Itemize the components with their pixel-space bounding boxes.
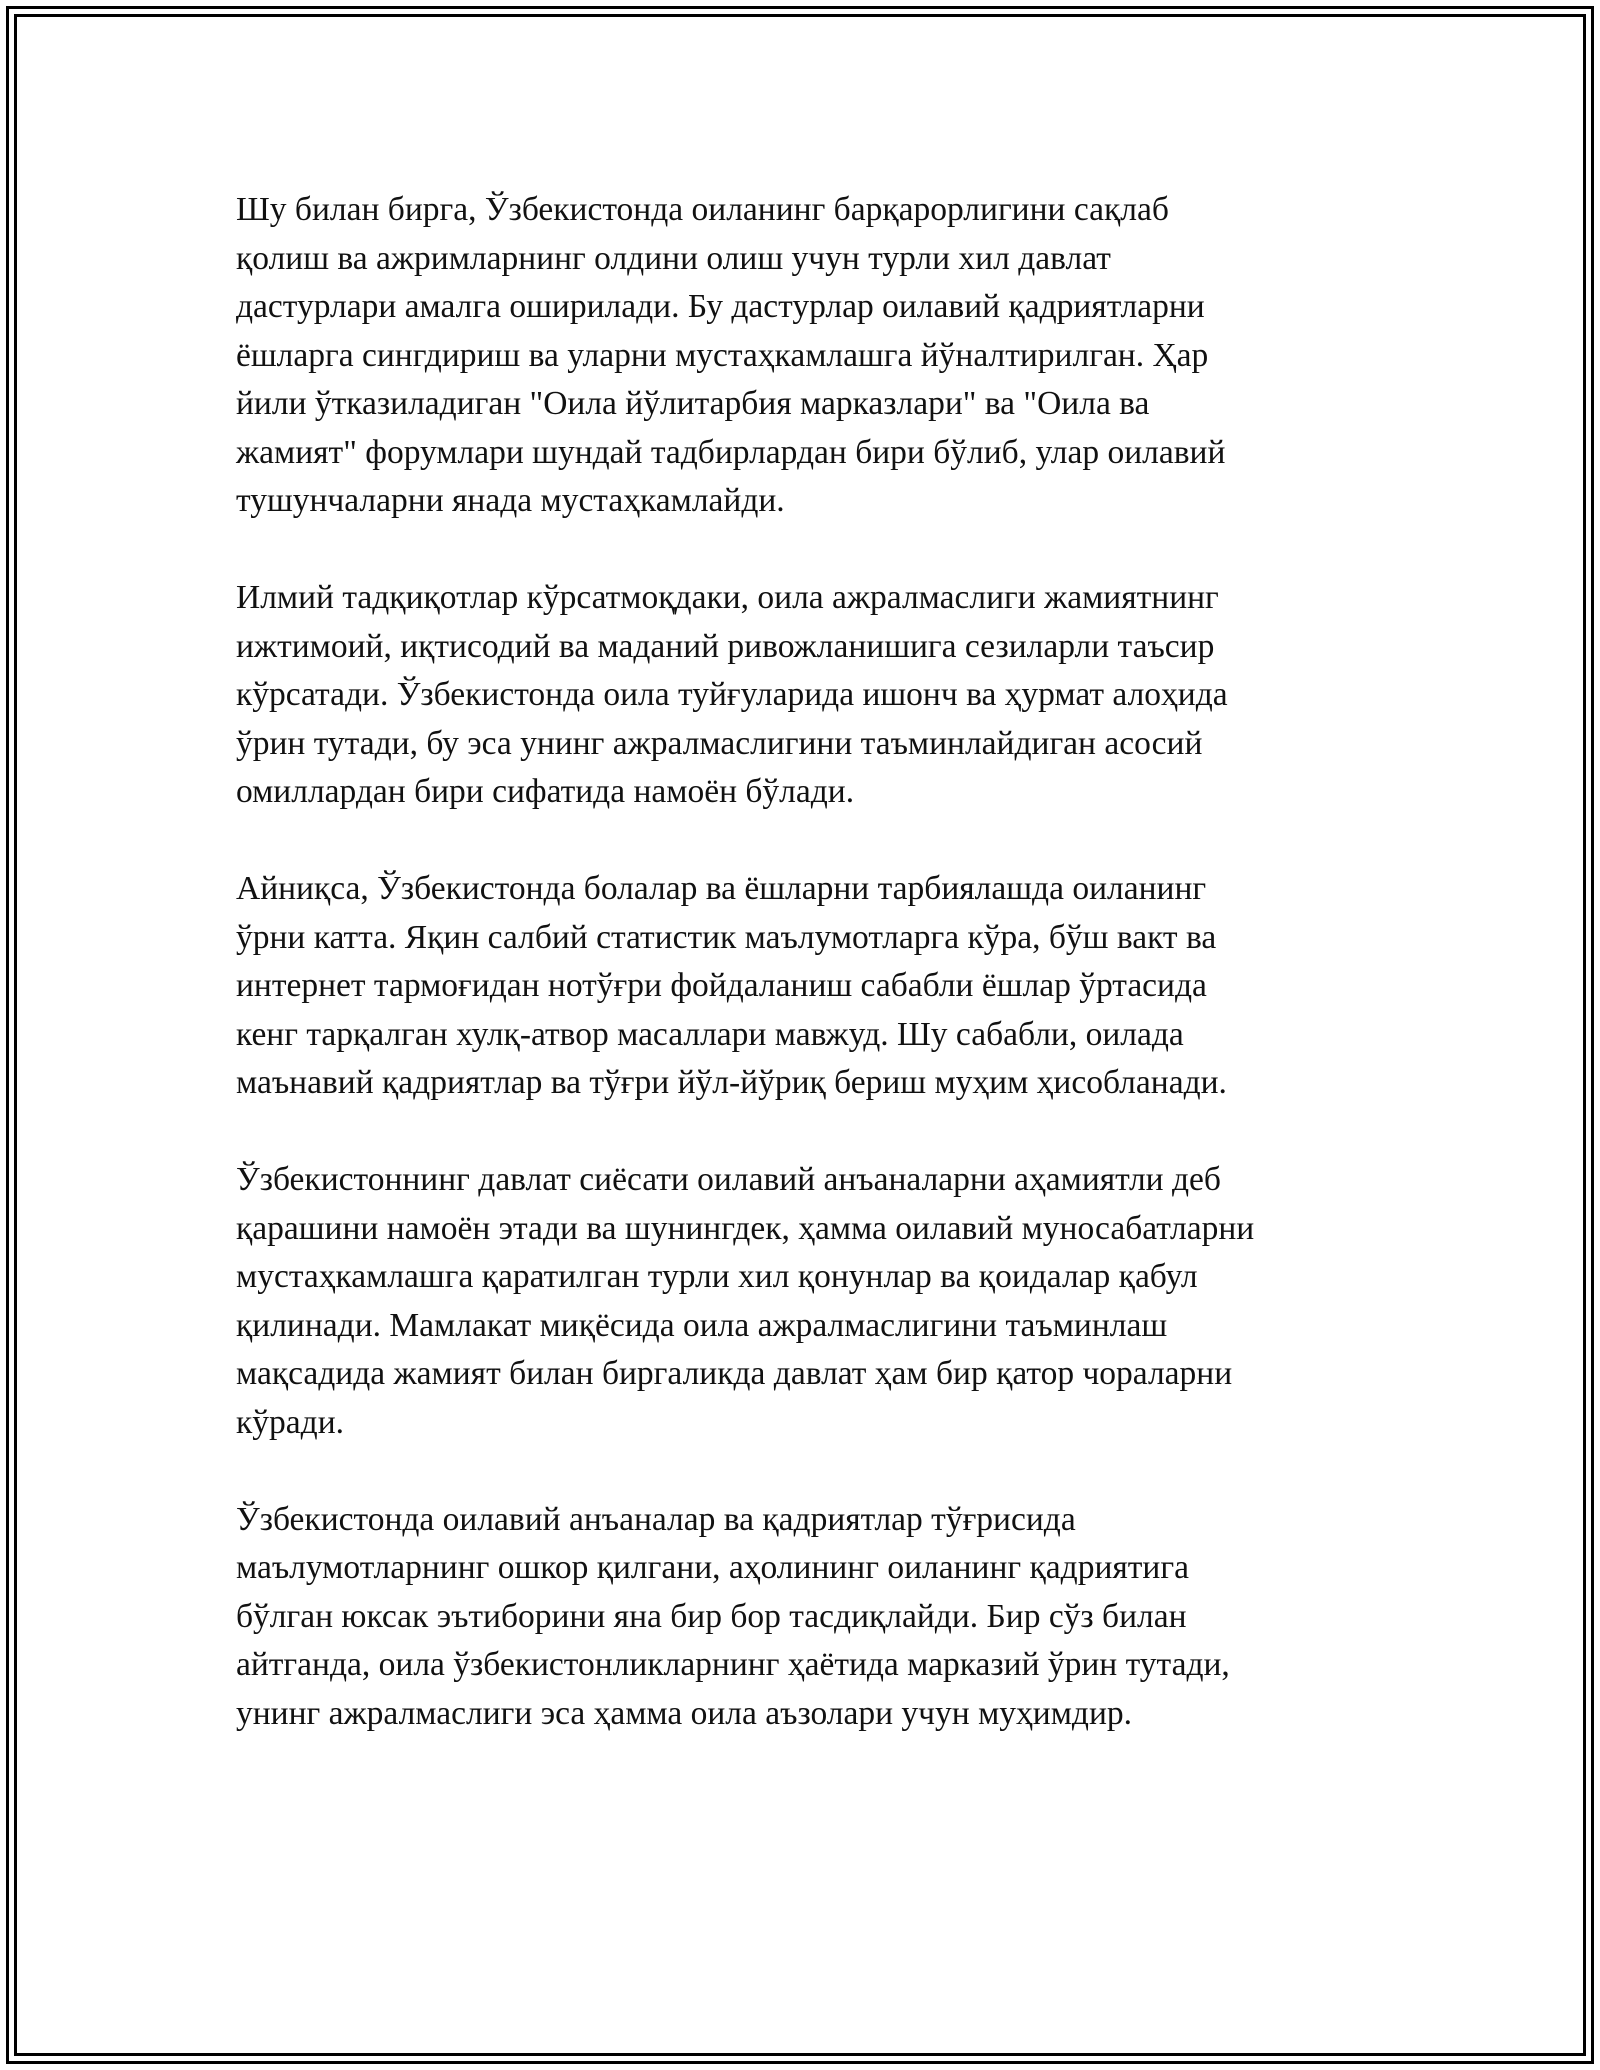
text-line: ўрни катта. Яқин салбий статистик маълумотларга кўра, бўш вакт ва <box>236 918 1217 956</box>
text-line: Ўзбекистоннинг давлат сиёсати оилавий анъаналарни аҳамиятли деб <box>236 1161 1221 1198</box>
text-line: қарашини намоён этади ва шунингдек, ҳамма оилавий муносабатларни <box>236 1209 1255 1247</box>
text-line: Илмий тадқиқотлар кўрсатмоқдаки, оила ажралмаслиги жамиятнинг <box>236 579 1219 616</box>
text-line: бўлган юксак эътиборини яна бир бор тасдиқлайди. Бир сўз билан <box>236 1597 1187 1635</box>
text-line: мақсадида жамият билан биргаликда давлат ҳам бир қатор чораларни <box>236 1355 1233 1392</box>
text-line: Айниқса, Ўзбекистонда болалар ва ёшларни тарбиялашда оиланинг <box>236 870 1207 907</box>
text-line: кенг тарқалган хулқ-атвор масаллари мавжуд. Шу сабабли, оилада <box>236 1015 1184 1053</box>
text-line: Шу билан бирга, Ўзбекистонда оиланинг барқарорлигини сақлаб <box>236 191 1169 228</box>
text-line: тушунчаларни янада мустаҳкамлайди. <box>236 482 785 519</box>
text-line: ўрин тутади, бу эса унинг ажралмаслигини таъминлайдиган асосий <box>236 724 1203 762</box>
text-line: маънавий қадриятлар ва тўғри йўл-йўриқ бериш муҳим ҳисобланади. <box>236 1064 1227 1101</box>
paragraph-1 <box>236 186 1366 526</box>
document-body <box>236 186 1366 1787</box>
text-line: кўрсатади. Ўзбекистонда оила туйғуларида ишонч ва ҳурмат алоҳида <box>236 676 1228 713</box>
text-line: йили ўтказиладиган "Оила йўлитарбия марказлари" ва "Оила ва <box>236 385 1150 422</box>
text-line: қилинади. Мамлакат миқёсида оила ажралмаслигини таъминлаш <box>236 1306 1168 1344</box>
text-line: айтганда, оила ўзбекистонликларнинг ҳаётида марказий ўрин тутади, <box>236 1646 1230 1683</box>
text-line: Ўзбекистонда оилавий анъаналар ва қадриятлар тўғрисида <box>236 1500 1076 1538</box>
text-line: мустаҳкамлашга қаратилган турли хил қонунлар ва қоидалар қабул <box>236 1258 1198 1295</box>
text-line: қолиш ва ажримларнинг олдини олиш учун турли хил давлат <box>236 239 1111 277</box>
text-line: ижтимоий, иқтисодий ва маданий ривожланишига сезиларли таъсир <box>236 627 1215 665</box>
paragraph-2 <box>236 574 1366 817</box>
paragraph-4 <box>236 1156 1366 1447</box>
text-line: маълумотларнинг ошкор қилгани, аҳолининг оиланинг қадриятига <box>236 1549 1189 1586</box>
text-line: дастурлари амалга оширилади. Бу дастурлар оилавий қадриятларни <box>236 288 1205 325</box>
paragraph-3 <box>236 865 1366 1108</box>
text-line: кўради. <box>236 1403 344 1441</box>
text-line: унинг ажралмаслиги эса ҳамма оила аъзолари учун муҳимдир. <box>236 1694 1133 1732</box>
text-line: ёшларга сингдириш ва уларни мустаҳкамлашга йўналтирилган. Ҳар <box>236 336 1209 374</box>
text-line: омиллардан бири сифатида намоён бўлади. <box>236 773 855 810</box>
text-line: интернет тармоғидан нотўғри фойдаланиш сабабли ёшлар ўртасида <box>236 967 1207 1004</box>
paragraph-5 <box>236 1496 1366 1739</box>
text-line: жамият" форумлари шундай тадбирлардан бири бўлиб, улар оилавий <box>236 433 1226 471</box>
